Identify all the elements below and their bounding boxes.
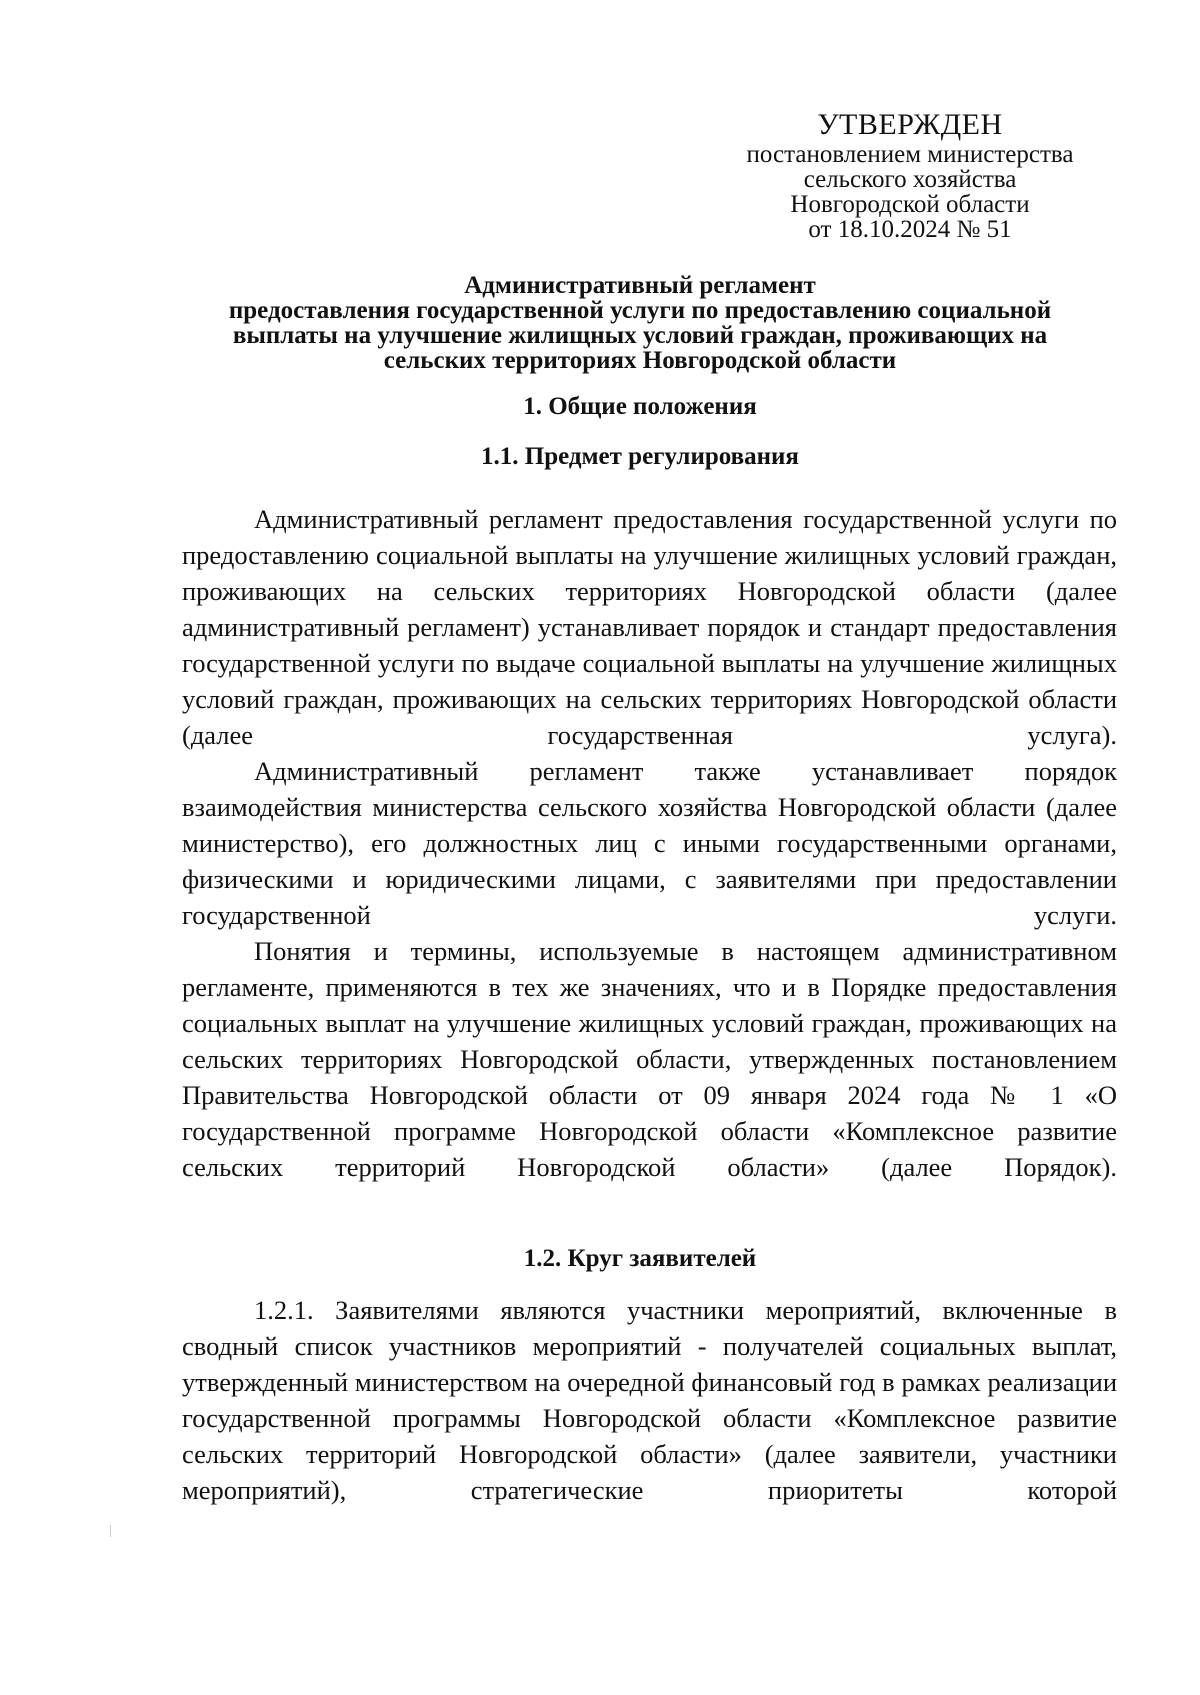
approved-label: УТВЕРЖДЕН [817,108,1003,141]
paragraph-3: Понятия и термины, используемые в настоящем административном регламенте, применяются в тех же значениях, что и в Порядке предоставления социальных выплат на улучшение жилищных условий граждан, проживающих на сельских территориях Новгородской области, утвержденных постановлением Правительства Новгородской области от 09 января 2024 года № 1 «О государственной программе Новгородской области «Комплексное развитие сельских территорий Новгородской области» (далее Порядок). [182,936,1117,1182]
approval-stamp-block [730,108,1090,242]
paragraph-4: 1.2.1. Заявителями являются участники мероприятий, включенные в сводный список участников мероприятий - получателей социальных выплат, утвержденный министерством на очередной финансовый год в рамках реализации государственной программы Новгородской области «Комплексное развитие сельских территорий Новгородской области» (далее заявители, участники мероприятий), стратегические приоритеты которой [182,1295,1117,1505]
body-block-applicants [182,1292,1117,1508]
section-heading-general: 1. Общие положения [523,393,757,420]
title-line-4: сельских территориях Новгородской области [383,347,897,374]
approval-line-1: постановлением министерства [746,141,1074,168]
document-title [160,273,1120,373]
approval-line-3: Новгородской области [790,191,1030,218]
paragraph-1: Административный регламент предоставления государственной услуги по предоставлению социальной выплаты на улучшение жилищных условий граждан, проживающих на сельских территориях Новгородской области (далее административный регламент) устанавливает порядок и стандарт предоставления государственной услуги по выдаче социальной выплаты на улучшение жилищных условий граждан, проживающих на сельских территориях Новгородской области (далее государственная услуга). [182,504,1117,750]
approval-line-2: сельского хозяйства [803,166,1017,193]
approval-line-4: от 18.10.2024 № 51 [808,216,1012,243]
title-line-1: Административный регламент [464,272,816,299]
section-heading-applicants: 1.2. Круг заявителей [523,1245,757,1272]
title-line-2: предоставления государственной услуги по предоставлению социальной [228,297,1052,324]
paragraph-2: Административный регламент также устанавливает порядок взаимодействия министерства сельского хозяйства Новгородской области (далее министерство), его должностных лиц с иными государственными органами, физическими и юридическими лицами, с заявителями при предоставлении государственной услуги. [182,756,1117,930]
scan-margin-mark [110,1525,111,1537]
body-block-subject [182,501,1117,1185]
section-heading-subject: 1.1. Предмет регулирования [481,443,799,470]
title-line-3: выплаты на улучшение жилищных условий граждан, проживающих на [232,322,1048,349]
